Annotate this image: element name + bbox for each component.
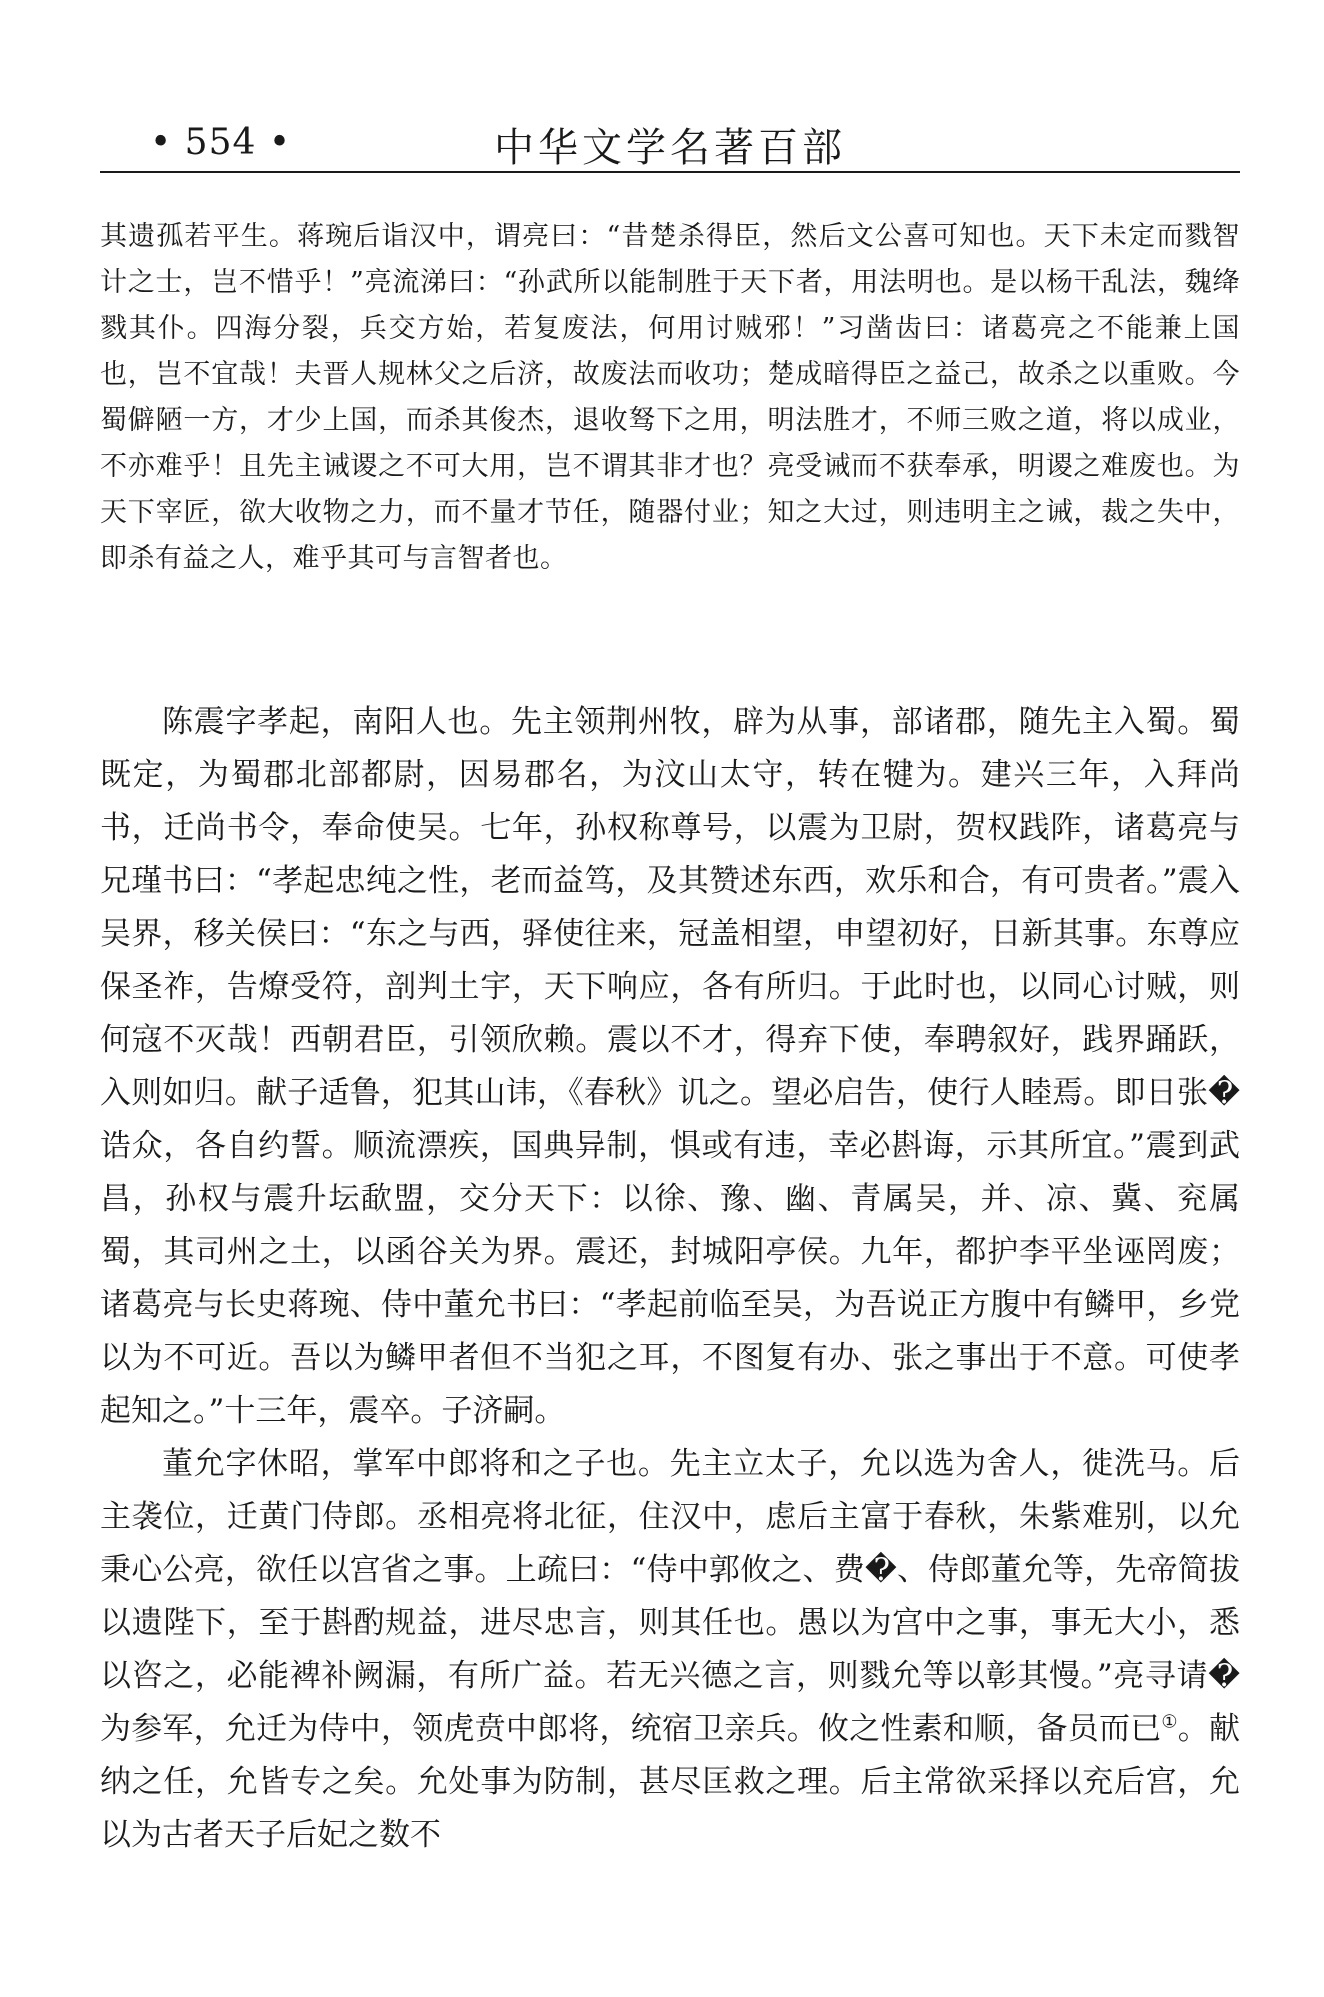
commentary-text: 其遗孤若平生。蒋琬后诣汉中，谓亮曰：“昔楚杀得臣，然后文公喜可知也。天下未定而戮智计之士，岂不惜乎！”亮流涕曰：“孙武所以能制胜于天下者，用法明也。是以杨干乱法，魏绛戮其仆。四海分裂，兵交方始，若复废法，何用讨贼邪！”习凿齿曰：诸葛亮之不能兼上国也，岂不宜哉！夫晋人规林父之后济，故废法而收功；楚成暗得臣之益己，故杀之以重败。今蜀僻陋一方，才少上国，而杀其俊杰，退收驽下之用，明法胜才，不师三败之道，将以成业，不亦难乎！且先主诫谡之不可大用，岂不谓其非才也？亮受诫而不获奉承，明谡之难废也。为天下宰匠，欲大收物之力，而不量才节任，随器付业；知之大过，则违明主之诫，裁之失中，即杀有益之人，难乎其可与言智者也。 bbox=[100, 221, 1240, 574]
main-text bbox=[100, 696, 1240, 1862]
paragraph-dong-yun-text-1: 董允字休昭，掌军中郎将和之子也。先主立太子，允以选为舍人，徙洗马。后主袭位，迁黄门侍郎。丞相亮将北征，住汉中，虑后主富于春秋，朱紫难别，以允秉心公亮，欲任以宫省之事。上疏曰：“侍中郭攸之、费�、侍郎董允等，先帝简拔以遗陛下，至于斟酌规益，进尽忠言，则其任也。愚以为宫中之事，事无大小，悉以咨之，必能裨补阙漏，有所广益。若无兴德之言，则戮允等以彰其慢。”亮寻请�为参军，允迁为侍中，领虎贲中郎将，统宿卫亲兵。攸之性素和顺，备员而已 bbox=[100, 1446, 1240, 1747]
header-rule bbox=[100, 171, 1240, 173]
paragraph-dong-yun bbox=[100, 1438, 1240, 1862]
footnote-marker: ① bbox=[1161, 1711, 1178, 1733]
running-title: 中华文学名著百部 bbox=[494, 125, 846, 171]
page-number: • 554 • bbox=[150, 122, 292, 163]
paragraph-chen-zhen: 陈震字孝起，南阳人也。先主领荆州牧，辟为从事，部诸郡，随先主入蜀。蜀既定，为蜀郡北部都尉，因易郡名，为汶山太守，转在犍为。建兴三年，入拜尚书，迁尚书令，奉命使吴。七年，孙权称尊号，以震为卫尉，贺权践阼，诸葛亮与兄瑾书曰：“孝起忠纯之性，老而益笃，及其赞述东西，欢乐和合，有可贵者。”震入吴界，移关侯曰：“东之与西，驿使往来，冠盖相望，申望初好，日新其事。东尊应保圣祚，告燎受符，剖判土宇，天下响应，各有所归。于此时也，以同心讨贼，则何寇不灭哉！西朝君臣，引领欣赖。震以不才，得弃下使，奉聘叙好，践界踊跃，入则如归。献子适鲁，犯其山讳，《春秋》讥之。望必启告，使行人睦焉。即日张�诰众，各自约誓。顺流漂疾，国典异制，惧或有违，幸必斟诲，示其所宜。”震到武昌，孙权与震升坛歃盟，交分天下：以徐、豫、幽、青属吴，并、凉、冀、兖属蜀，其司州之土，以函谷关为界。震还，封城阳亭侯。九年，都护李平坐诬罔废；诸葛亮与长史蒋琬、侍中董允书曰：“孝起前临至吴，为吾说正方腹中有鳞甲，乡党以为不可近。吾以为鳞甲者但不当犯之耳，不图复有办、张之事出于不意。可使孝起知之。”十三年，震卒。子济嗣。 bbox=[100, 704, 1240, 1429]
paragraph-dong-yun-text-2: 。献纳之任，允皆专之矣。允处事为防制，甚尽匡救之理。后主常欲采择以充后宫，允以为古者天子后妃之数不 bbox=[100, 1711, 1240, 1853]
page-header bbox=[100, 100, 1240, 176]
commentary-block bbox=[100, 214, 1240, 582]
